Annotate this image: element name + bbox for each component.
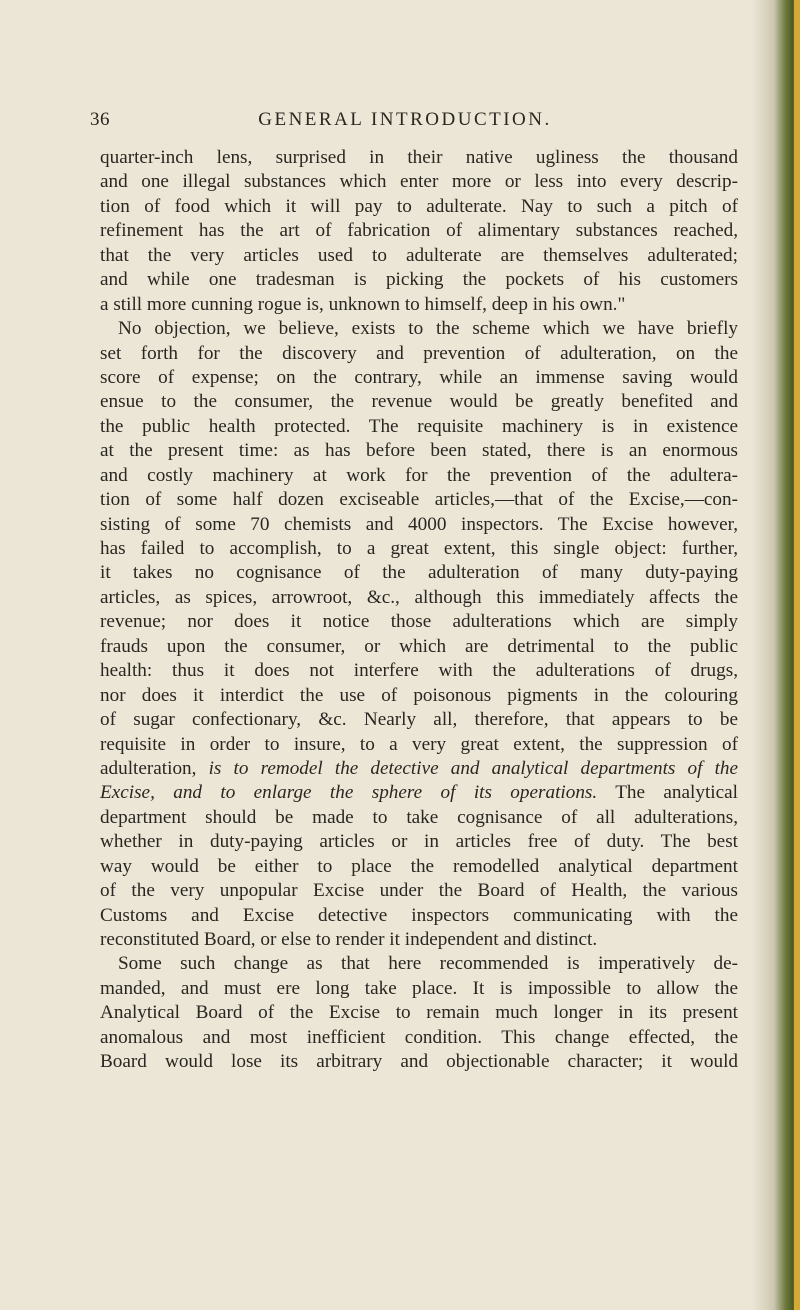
text-line: Board would lose its arbitrary and objectionable character; it would <box>100 1051 738 1073</box>
page-number: 36 <box>90 109 110 130</box>
text-line: and costly machinery at work for the prevention of the adultera- <box>100 464 738 486</box>
text-line: revenue; nor does it notice those adulterations which are simply <box>100 611 738 633</box>
text-line: a still more cunning rogue is, unknown to himself, deep in his own." <box>100 293 626 315</box>
text-line: requisite in order to insure, to a very great extent, the suppression of <box>100 733 738 755</box>
italic-text-segment: Excise, and to enlarge the sphere of its operations. <box>100 782 598 804</box>
text-line: at the present time: as has before been stated, there is an enormous <box>100 440 738 462</box>
text-line: way would be either to place the remodelled analytical department <box>100 855 738 877</box>
text-line: of the very unpopular Excise under the Board of Health, the various <box>100 880 738 902</box>
text-line: Analytical Board of the Excise to remain much longer in its present <box>100 1002 738 1024</box>
book-spine-edge <box>794 0 800 1310</box>
text-line: department should be made to take cognisance of all adulterations, <box>100 806 738 828</box>
text-line: anomalous and most inefficient condition. This change effected, the <box>100 1026 738 1048</box>
text-line: that the very articles used to adulterate are themselves adulterated; <box>100 244 738 266</box>
text-line: manded, and must ere long take place. It is impossible to allow the <box>100 977 738 999</box>
text-line: and one illegal substances which enter more or less into every descrip- <box>100 171 738 193</box>
text-line: whether in duty-paying articles or in articles free of duty. The best <box>100 831 738 853</box>
book-spine-shadow <box>752 0 800 1310</box>
text-line: articles, as spices, arrowroot, &c., although this immediately affects the <box>100 586 738 608</box>
paragraph-start-line: No objection, we believe, exists to the scheme which we have briefly <box>118 318 738 340</box>
body-text <box>100 146 738 1075</box>
text-line: health: thus it does not interfere with the adulterations of drugs, <box>100 660 738 682</box>
italic-text-segment: is to remodel the detective and analytical departments of the <box>208 757 739 779</box>
text-line: tion of food which it will pay to adulterate. Nay to such a pitch of <box>100 195 738 217</box>
text-line: frauds upon the consumer, or which are detrimental to the public <box>100 635 738 657</box>
text-line: the public health protected. The requisite machinery is in existence <box>100 415 738 437</box>
text-segment: The analytical <box>615 782 738 804</box>
paragraph-start-line: Some such change as that here recommended is imperatively de- <box>118 953 738 975</box>
text-line: of sugar confectionary, &c. Nearly all, therefore, that appears to be <box>100 709 738 731</box>
text-line: tion of some half dozen exciseable articles,—that of the Excise,—con- <box>100 489 738 511</box>
text-line: quarter-inch lens, surprised in their native ugliness the thousand <box>100 147 738 168</box>
text-line: nor does it interdict the use of poisonous pigments in the colouring <box>100 684 738 706</box>
text-line: and while one tradesman is picking the pockets of his customers <box>100 269 738 291</box>
text-line: Customs and Excise detective inspectors communicating with the <box>100 904 738 926</box>
text-line: reconstituted Board, or else to render it independent and distinct. <box>100 929 598 950</box>
text-line-with-italic <box>100 781 738 805</box>
text-line: sisting of some 70 chemists and 4000 inspectors. The Excise however, <box>100 513 738 535</box>
text-line: has failed to accomplish, to a great extent, this single object: further, <box>100 538 738 559</box>
text-segment: adulteration, <box>100 757 197 779</box>
running-head <box>90 109 720 139</box>
text-line-with-italic <box>100 757 738 781</box>
text-line: score of expense; on the contrary, while an immense saving would <box>100 366 738 388</box>
text-line: set forth for the discovery and prevention of adulteration, on the <box>100 342 738 364</box>
text-line: refinement has the art of fabrication of alimentary substances reached, <box>100 220 738 242</box>
running-title: GENERAL INTRODUCTION. <box>258 109 552 130</box>
text-line: ensue to the consumer, the revenue would be greatly benefited and <box>100 391 738 413</box>
text-line: it takes no cognisance of the adulteration of many duty-paying <box>100 562 738 584</box>
